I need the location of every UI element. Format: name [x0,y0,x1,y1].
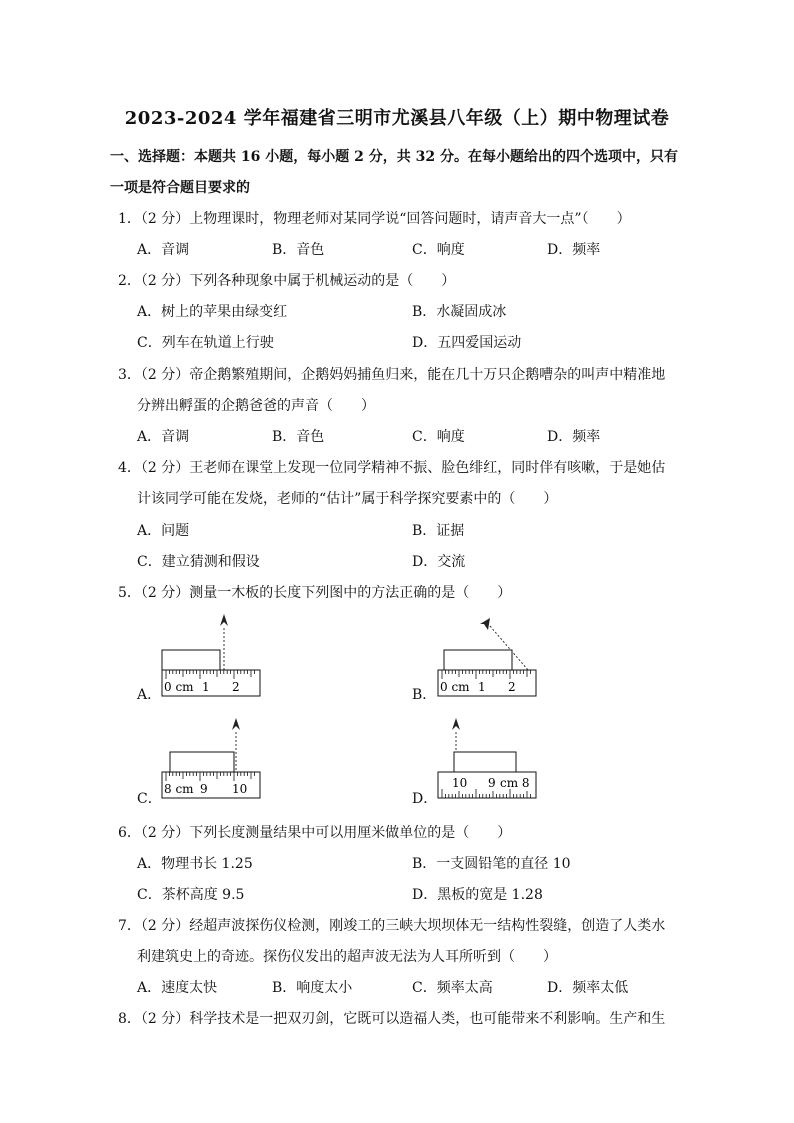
eye-icon [480,618,490,630]
board [454,752,516,772]
page-title: 2023-2024 学年福建省三明市尤溪县八年级（上）期中物理试卷 [124,108,670,129]
eye-icon [220,614,228,626]
question-7-stem-line2: 利建筑史上的奇迹。探伤仪发出的超声波无法为人耳所听到（ ） [137,949,557,965]
q6-option-a[interactable]: A．物理书长 1.25 [137,856,253,872]
q5-option-a[interactable]: A． [137,687,162,703]
q4-option-a[interactable]: A．问题 [137,523,190,539]
eye-icon [452,718,460,730]
q7-option-a[interactable]: A．速度太快 [137,980,218,996]
q2-option-d[interactable]: D．五四爱国运动 [412,335,522,351]
q1-option-d[interactable]: D．频率 [547,242,601,258]
board [444,650,512,670]
q7-option-c[interactable]: C．频率太高 [412,980,493,996]
ruler-label-0: 0 cm [440,680,470,694]
ruler-figure-a [158,610,264,700]
q7-option-b[interactable]: B．响度太小 [272,980,353,996]
ruler-figure-b [434,610,540,700]
q5-option-d[interactable]: D． [412,791,438,807]
q7-option-d[interactable]: D．频率太低 [547,980,629,996]
ruler-figure-d [434,714,540,804]
question-7-stem-line1: 7．（2 分）经超声波探伤仪检测，刚竣工的三峡大坝坝体无一结构性裂缝，创造了人类水 [118,918,666,934]
q4-option-c[interactable]: C．建立猜测和假设 [137,554,260,570]
question-4-stem-line1: 4．（2 分）王老师在课堂上发现一位同学精神不振、脸色绯红，同时伴有咳嗽，于是她估 [118,460,666,476]
q6-option-d[interactable]: D．黑板的宽是 1.28 [412,887,543,903]
q5-option-c[interactable]: C． [137,791,162,807]
question-8-stem: 8．（2 分）科学技术是一把双刃剑，它既可以造福人类，也可能带来不利影响。生产和生 [118,1011,666,1027]
ruler-label-0: 8 cm [164,782,194,796]
ruler-label-1: 1 [202,680,210,694]
ruler-label-2: 2 [508,680,516,694]
question-5-stem: 5．（2 分）测量一木板的长度下列图中的方法正确的是（ ） [118,585,512,601]
board [162,650,220,670]
ruler-label-2: 10 [232,782,248,796]
q3-option-b[interactable]: B．音色 [272,429,325,445]
ruler-figure-c [158,714,264,804]
q1-option-b[interactable]: B．音色 [272,242,325,258]
ruler-label-1: 9 [200,782,208,796]
board [170,752,234,772]
ruler-label-0: 10 [452,776,468,790]
q3-option-c[interactable]: C．响度 [412,429,465,445]
q6-option-b[interactable]: B．一支圆铅笔的直径 10 [412,856,571,872]
q4-option-b[interactable]: B．证据 [412,523,465,539]
q1-option-c[interactable]: C．响度 [412,242,465,258]
question-3-stem-line2: 分辨出孵蛋的企鹅爸爸的声音（ ） [137,398,375,414]
ruler-label-1: 9 [488,776,496,790]
q2-option-c[interactable]: C．列车在轨道上行驶 [137,335,274,351]
section-heading-line1: 一、选择题：本题共 16 小题，每小题 2 分，共 32 分。在每小题给出的四个选项中，只有 [110,149,678,165]
question-3-stem-line1: 3．（2 分）帝企鹅繁殖期间，企鹅妈妈捕鱼归来，能在几十万只企鹅嘈杂的叫声中精准地 [118,367,666,383]
eye-icon [232,718,240,730]
q2-option-a[interactable]: A．树上的苹果由绿变红 [137,304,288,320]
question-2-stem: 2．（2 分）下列各种现象中属于机械运动的是（ ） [118,273,456,289]
section-heading-line2: 一项是符合题目要求的 [110,180,250,196]
q2-option-b[interactable]: B．水凝固成冰 [412,304,507,320]
q5-option-b[interactable]: B． [412,687,437,703]
ruler-label-0: 0 cm [164,680,194,694]
q4-option-d[interactable]: D．交流 [412,554,466,570]
q3-option-d[interactable]: D．频率 [547,429,601,445]
ruler-label-1: 1 [478,680,486,694]
ruler-label-2: cm 8 [500,776,530,790]
q3-option-a[interactable]: A．音调 [137,429,190,445]
ruler-label-2: 2 [232,680,240,694]
question-4-stem-line2: 计该同学可能在发烧，老师的“估计”属于科学探究要素中的（ ） [137,491,558,507]
q6-option-c[interactable]: C．茶杯高度 9.5 [137,887,245,903]
q1-option-a[interactable]: A．音调 [137,242,190,258]
question-1-stem: 1．（2 分）上物理课时，物理老师对某同学说“回答问题时，请声音大一点”（ ） [118,211,631,227]
question-6-stem: 6．（2 分）下列长度测量结果中可以用厘米做单位的是（ ） [118,825,512,841]
